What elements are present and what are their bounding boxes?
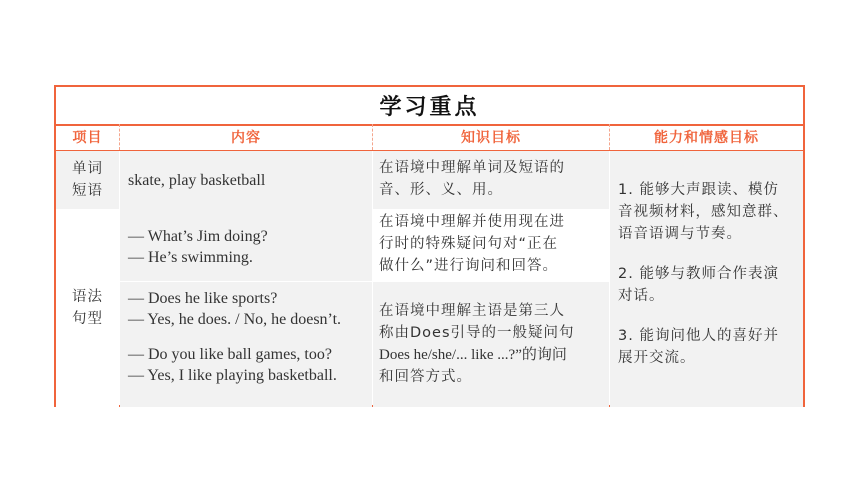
row-label-line: 句型 xyxy=(72,311,103,327)
knowledge-line: 做什么”进行询问和回答。 xyxy=(379,258,559,274)
knowledge-grammar-block1 xyxy=(373,209,609,281)
header-content: 内容 xyxy=(231,130,261,146)
content-vocab: skate, play basketball xyxy=(120,151,372,209)
header-ability: 能力和情感目标 xyxy=(654,130,759,146)
key-points-table xyxy=(54,85,805,407)
knowledge-line: 在语境中理解并使用现在进 xyxy=(379,214,565,230)
row-label-vocab xyxy=(56,151,119,209)
dialogue-line: — What’s Jim doing? xyxy=(128,228,268,245)
header-knowledge: 知识目标 xyxy=(461,130,521,146)
row-label-grammar xyxy=(56,209,119,407)
ability-line: 语音语调与节奏。 xyxy=(618,226,742,242)
header-item: 项目 xyxy=(72,130,103,146)
knowledge-grammar-block2 xyxy=(373,282,609,407)
knowledge-vocab xyxy=(373,151,609,209)
row-label-line: 短语 xyxy=(72,183,103,199)
row-label-line: 语法 xyxy=(72,289,103,305)
knowledge-line: 在语境中理解主语是第三人 xyxy=(379,303,565,319)
ability-line: 展开交流。 xyxy=(618,350,696,366)
dialogue-line: — He’s swimming. xyxy=(128,249,253,266)
ability-goals xyxy=(610,151,803,407)
knowledge-line: 称由Does引导的一般疑问句 xyxy=(379,325,575,341)
knowledge-line: 在语境中理解单词及短语的 xyxy=(379,160,565,176)
table-title: 学习重点 xyxy=(56,87,803,126)
ability-line: 音视频材料，感知意群、 xyxy=(618,204,789,220)
dialogue-line: — Yes, I like playing basketball. xyxy=(128,367,337,384)
content-grammar-block1 xyxy=(120,209,372,281)
knowledge-line: Does he/she/... like ...?”的询问 xyxy=(379,347,567,363)
knowledge-line: 行时的特殊疑问句对“正在 xyxy=(379,236,559,252)
ability-line: 3. 能询问他人的喜好并 xyxy=(618,328,779,344)
ability-line: 1. 能够大声跟读、模仿 xyxy=(618,182,779,198)
dialogue-line: — Does he like sports? xyxy=(128,290,278,307)
knowledge-line: 和回答方式。 xyxy=(379,369,472,385)
content-grammar-block2 xyxy=(120,282,372,407)
row-label-line: 单词 xyxy=(72,161,103,177)
ability-line: 2. 能够与教师合作表演 xyxy=(618,266,779,282)
ability-line: 对话。 xyxy=(618,288,665,304)
dialogue-line: — Yes, he does. / No, he doesn’t. xyxy=(128,311,342,328)
knowledge-line: 音、形、义、用。 xyxy=(379,182,503,198)
dialogue-line: — Do you like ball games, too? xyxy=(128,346,332,363)
